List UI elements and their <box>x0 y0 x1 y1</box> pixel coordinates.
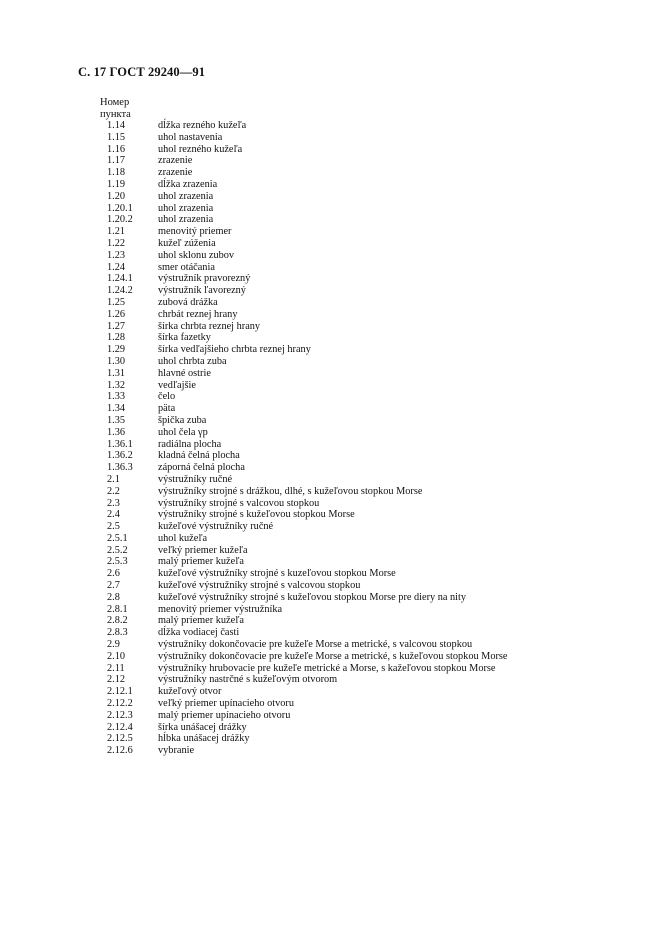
item-number: 2.8.1 <box>107 603 128 615</box>
list-item <box>0 132 661 144</box>
column-heading <box>100 97 131 121</box>
item-term: malý priemer kužeľa <box>158 615 244 627</box>
item-number: 1.22 <box>107 237 126 249</box>
list-item <box>0 462 661 474</box>
item-number: 1.24.2 <box>107 285 133 297</box>
list-item <box>0 191 661 203</box>
list-item <box>0 556 661 568</box>
item-number: 2.12.4 <box>107 721 133 733</box>
list-item <box>0 273 661 285</box>
item-number: 1.17 <box>107 155 126 167</box>
item-number: 1.23 <box>107 249 126 261</box>
item-term: uhol zrazenia <box>158 190 214 202</box>
item-term: výstružníky strojné s valcovou stopkou <box>158 497 320 509</box>
item-number: 1.28 <box>107 332 126 344</box>
list-item <box>0 663 661 675</box>
list-item <box>0 545 661 557</box>
list-item <box>0 356 661 368</box>
list-item <box>0 627 661 639</box>
item-number: 1.33 <box>107 391 126 403</box>
item-term: výstružník ľavorezný <box>158 285 246 297</box>
item-term: uhol zrazenia <box>158 202 214 214</box>
item-number: 1.27 <box>107 320 126 332</box>
item-term: výstružník pravorezný <box>158 273 251 285</box>
item-number: 2.12.5 <box>107 733 133 745</box>
item-number: 2.12 <box>107 674 126 686</box>
item-number: 1.20.2 <box>107 214 133 226</box>
list-item <box>0 686 661 698</box>
item-number: 1.18 <box>107 167 126 179</box>
item-number: 2.12.6 <box>107 745 133 757</box>
item-term: malý priemer upínacieho otvoru <box>158 709 291 721</box>
list-item <box>0 521 661 533</box>
list-item <box>0 250 661 262</box>
item-term: čelo <box>158 391 176 403</box>
item-term: šírka chrbta reznej hrany <box>158 320 261 332</box>
list-item <box>0 238 661 250</box>
item-number: 1.20.1 <box>107 202 133 214</box>
list-item <box>0 226 661 238</box>
list-item <box>0 179 661 191</box>
list-item <box>0 167 661 179</box>
item-term: zrazenie <box>158 155 193 167</box>
item-term: menovitý priemer výstružníka <box>158 603 283 615</box>
item-number: 2.12.3 <box>107 709 133 721</box>
item-term: kužeľové výstružníky strojné s kuzeľovou stopkou Morse <box>158 568 396 580</box>
item-number: 1.14 <box>107 120 126 131</box>
item-number: 1.29 <box>107 344 126 356</box>
list-item <box>0 604 661 616</box>
item-number: 1.36.2 <box>107 450 133 462</box>
item-term: výstružníky hrubovacie pre kužeľe metrické a Morse, s kažeľovou stopkou Morse <box>158 662 496 674</box>
item-term: šírka unášacej drážky <box>158 721 247 733</box>
list-item <box>0 321 661 333</box>
item-term: kužeľový otvor <box>158 686 222 698</box>
item-number: 1.31 <box>107 367 126 379</box>
list-item <box>0 509 661 521</box>
list-item <box>0 415 661 427</box>
item-number: 2.8 <box>107 591 120 603</box>
item-term: uhol nastavenia <box>158 131 223 143</box>
item-term: uhol sklonu zubov <box>158 249 235 261</box>
item-number: 2.2 <box>107 485 120 497</box>
item-term: výstružníky nastrčné s kužeľovým otvorom <box>158 674 338 686</box>
item-number: 2.1 <box>107 473 120 485</box>
list-item <box>0 120 661 132</box>
item-term: výstružníky dokončovacie pre kužeľe Morse a metrické, s kužeľovou stopkou Morse <box>158 650 508 662</box>
item-number: 1.24.1 <box>107 273 133 285</box>
item-term: uhol kužeľa <box>158 532 208 544</box>
term-list <box>0 120 661 757</box>
list-item <box>0 486 661 498</box>
item-term: kužeľ zúženia <box>158 237 216 249</box>
item-term: kužeľové výstružníky strojné s kužeľovou stopkou Morse pre diery na nity <box>158 591 467 603</box>
item-term: šírka vedľajšieho chrbta reznej hrany <box>158 344 311 356</box>
list-item <box>0 155 661 167</box>
item-term: hĺbka unášacej drážky <box>158 733 250 745</box>
item-term: kužeľové výstružníky ručné <box>158 521 274 533</box>
item-term: vedľajšie <box>158 379 196 391</box>
item-term: vybranie <box>158 745 195 757</box>
list-item <box>0 674 661 686</box>
list-item <box>0 403 661 415</box>
list-item <box>0 368 661 380</box>
item-term: uhol rezného kužeľa <box>158 143 243 155</box>
item-number: 2.8.3 <box>107 627 128 639</box>
list-item <box>0 580 661 592</box>
item-number: 1.19 <box>107 178 126 190</box>
item-number: 1.15 <box>107 131 126 143</box>
item-number: 1.26 <box>107 308 126 320</box>
item-number: 2.5.3 <box>107 556 128 568</box>
list-item <box>0 262 661 274</box>
list-item <box>0 203 661 215</box>
item-term: špička zuba <box>158 414 207 426</box>
item-number: 2.5.1 <box>107 532 128 544</box>
item-number: 1.25 <box>107 296 126 308</box>
item-number: 2.10 <box>107 650 126 662</box>
item-term: výstružníky strojné s drážkou, dlhé, s kužeľovou stopkou Morse <box>158 485 423 497</box>
list-item <box>0 615 661 627</box>
item-number: 1.24 <box>107 261 126 273</box>
item-number: 2.6 <box>107 568 120 580</box>
list-item <box>0 380 661 392</box>
item-term: päta <box>158 403 176 415</box>
item-term: veľký priemer kužeľa <box>158 544 248 556</box>
list-item <box>0 474 661 486</box>
item-number: 2.4 <box>107 509 120 521</box>
list-item <box>0 722 661 734</box>
item-number: 2.3 <box>107 497 120 509</box>
item-term: dĺžka vodiacej časti <box>158 627 240 639</box>
item-term: kladná čelná plocha <box>158 450 240 462</box>
list-item <box>0 439 661 451</box>
list-item <box>0 344 661 356</box>
item-term: hlavné ostrie <box>158 367 211 379</box>
item-number: 1.36 <box>107 426 126 438</box>
item-number: 2.11 <box>107 662 125 674</box>
item-number: 1.16 <box>107 143 126 155</box>
item-term: zubová drážka <box>158 296 218 308</box>
item-term: radiálna plocha <box>158 438 222 450</box>
list-item <box>0 745 661 757</box>
item-term: malý priemer kužeľa <box>158 556 244 568</box>
list-item <box>0 450 661 462</box>
list-item <box>0 651 661 663</box>
list-item <box>0 698 661 710</box>
item-term: kužeľové výstružníky strojné s valcovou stopkou <box>158 580 361 592</box>
list-item <box>0 309 661 321</box>
item-number: 2.12.1 <box>107 686 133 698</box>
item-number: 1.34 <box>107 403 126 415</box>
item-term: veľký priemer upínacieho otvoru <box>158 698 294 710</box>
list-item <box>0 214 661 226</box>
item-number: 1.32 <box>107 379 126 391</box>
list-item <box>0 733 661 745</box>
item-number: 1.30 <box>107 355 126 367</box>
item-number: 2.9 <box>107 639 120 651</box>
item-term: uhol zrazenia <box>158 214 214 226</box>
item-term: dĺžka zrazenia <box>158 178 218 190</box>
list-item <box>0 710 661 722</box>
list-item <box>0 533 661 545</box>
column-heading-line-2: пункта <box>100 109 131 120</box>
item-term: šírka fazetky <box>158 332 211 344</box>
item-number: 1.35 <box>107 414 126 426</box>
item-number: 2.5.2 <box>107 544 128 556</box>
item-term: uhol čela γp <box>158 426 208 438</box>
item-term: smer otáčania <box>158 261 215 273</box>
item-term: výstružníky strojné s kužeľovou stopkou Morse <box>158 509 355 521</box>
item-term: záporná čelná plocha <box>158 462 245 474</box>
item-number: 2.8.2 <box>107 615 128 627</box>
item-term: uhol chrbta zuba <box>158 355 227 367</box>
item-number: 1.20 <box>107 190 126 202</box>
item-term: výstružníky dokončovacie pre kužeľe Morse a metrické, s valcovou stopkou <box>158 639 473 651</box>
item-number: 1.36.1 <box>107 438 133 450</box>
item-term: zrazenie <box>158 167 193 179</box>
item-term: dĺžka rezného kužeľa <box>158 120 247 131</box>
list-item <box>0 391 661 403</box>
page-header: С. 17 ГОСТ 29240—91 <box>78 65 206 79</box>
list-item <box>0 592 661 604</box>
item-term: chrbát reznej hrany <box>158 308 238 320</box>
item-number: 2.5 <box>107 521 120 533</box>
item-number: 2.7 <box>107 580 120 592</box>
item-term: výstružníky ručné <box>158 473 233 485</box>
list-item <box>0 285 661 297</box>
list-item <box>0 332 661 344</box>
list-item <box>0 297 661 309</box>
column-heading-line-1: Номер <box>100 97 130 108</box>
item-number: 1.21 <box>107 226 126 238</box>
item-number: 2.12.2 <box>107 698 133 710</box>
list-item <box>0 498 661 510</box>
item-term: menovitý priemer <box>158 226 232 238</box>
list-item <box>0 568 661 580</box>
list-item <box>0 427 661 439</box>
item-number: 1.36.3 <box>107 462 133 474</box>
list-item <box>0 639 661 651</box>
list-item <box>0 144 661 156</box>
